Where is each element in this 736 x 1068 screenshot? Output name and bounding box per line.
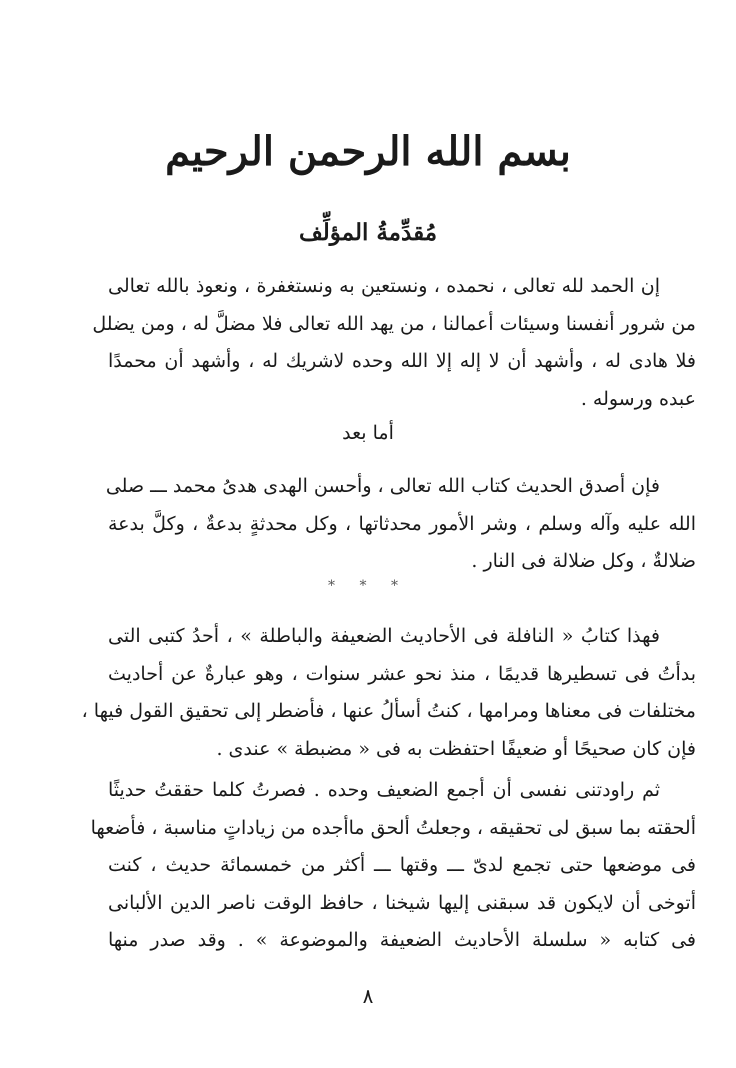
method-paragraph: [90, 772, 696, 960]
text-line: فى كتابه « سلسلة الأحاديث الضعيفة والموضوعة » . وقد صدر منها: [108, 929, 696, 951]
text-line: بدأتُ فى تسطيرها قديمًا ، منذ نحو عشر سنوات ، وهو عبارةٌ عن أحاديث: [108, 662, 697, 685]
text-line: ألحقته بما سبق لى تحقيقه ، وجعلتُ ألحق ماأجده من زياداتٍ مناسبة ، فأضعها: [90, 816, 696, 839]
text-line: فإن أصدق الحديث كتاب الله تعالى ، وأحسن الهدى هدىُ محمد ـــ صلى: [105, 475, 660, 497]
text-line: ضلالةٌ ، وكل ضلالة فى النار .: [471, 550, 696, 572]
book-paragraph: [81, 618, 697, 768]
text-line: فلا هادى له ، وأشهد أن لا إله إلا الله وحده لاشريك له ، وأشهد أن محمدًا: [108, 350, 696, 372]
section-separator: * * *: [328, 578, 408, 594]
hadith-paragraph: [105, 468, 696, 581]
text-line: الله عليه وآله وسلم ، وشر الأمور محدثاتها ، وكل محدثةٍ بدعةٌ ، وكلَّ بدعة: [108, 512, 696, 535]
section-subheading: أما بعد: [342, 422, 394, 444]
text-line: عبده ورسوله .: [580, 387, 696, 410]
text-line: إن الحمد لله تعالى ، نحمده ، ونستعين به ونستغفرة ، ونعوذ بالله تعالى: [108, 275, 660, 297]
text-line: من شرور أنفسنا وسيئات أعمالنا ، من يهد الله تعالى فلا مضلَّ له ، ومن يضلل: [92, 312, 696, 335]
text-line: فهذا كتابُ « النافلة فى الأحاديث الضعيفة والباطلة » ، أحدُ كتبى التى: [108, 625, 660, 647]
page-number: ٨: [362, 984, 374, 1008]
text-line: أتوخى أن لايكون قد سبقنى إليها شيخنا ، حافظ الوقت ناصر الدين الألبانى: [108, 891, 696, 914]
basmala-calligraphy: بسم الله الرحمن الرحيم: [165, 128, 571, 175]
intro-paragraph: [92, 268, 696, 418]
text-line: فإن كان صحيحًا أو ضعيفًا احتفظت به فى « مضبطة » عندى .: [216, 737, 696, 760]
text-line: مختلفات فى معناها ومرامها ، كنتُ أسألُ عنها ، فأضطر إلى تحقيق القول فيها ،: [81, 700, 696, 722]
text-line: ثم راودتنى نفسى أن أجمع الضعيف وحده . فصرتُ كلما حققتُ حديثًا: [108, 779, 660, 801]
page-title: مُقدِّمةُ المؤلِّف: [298, 219, 438, 246]
text-line: فى موضعها حتى تجمع لدىّ ـــ وقتها ـــ أكثر من خمسمائة حديث ، كنت: [108, 854, 696, 876]
